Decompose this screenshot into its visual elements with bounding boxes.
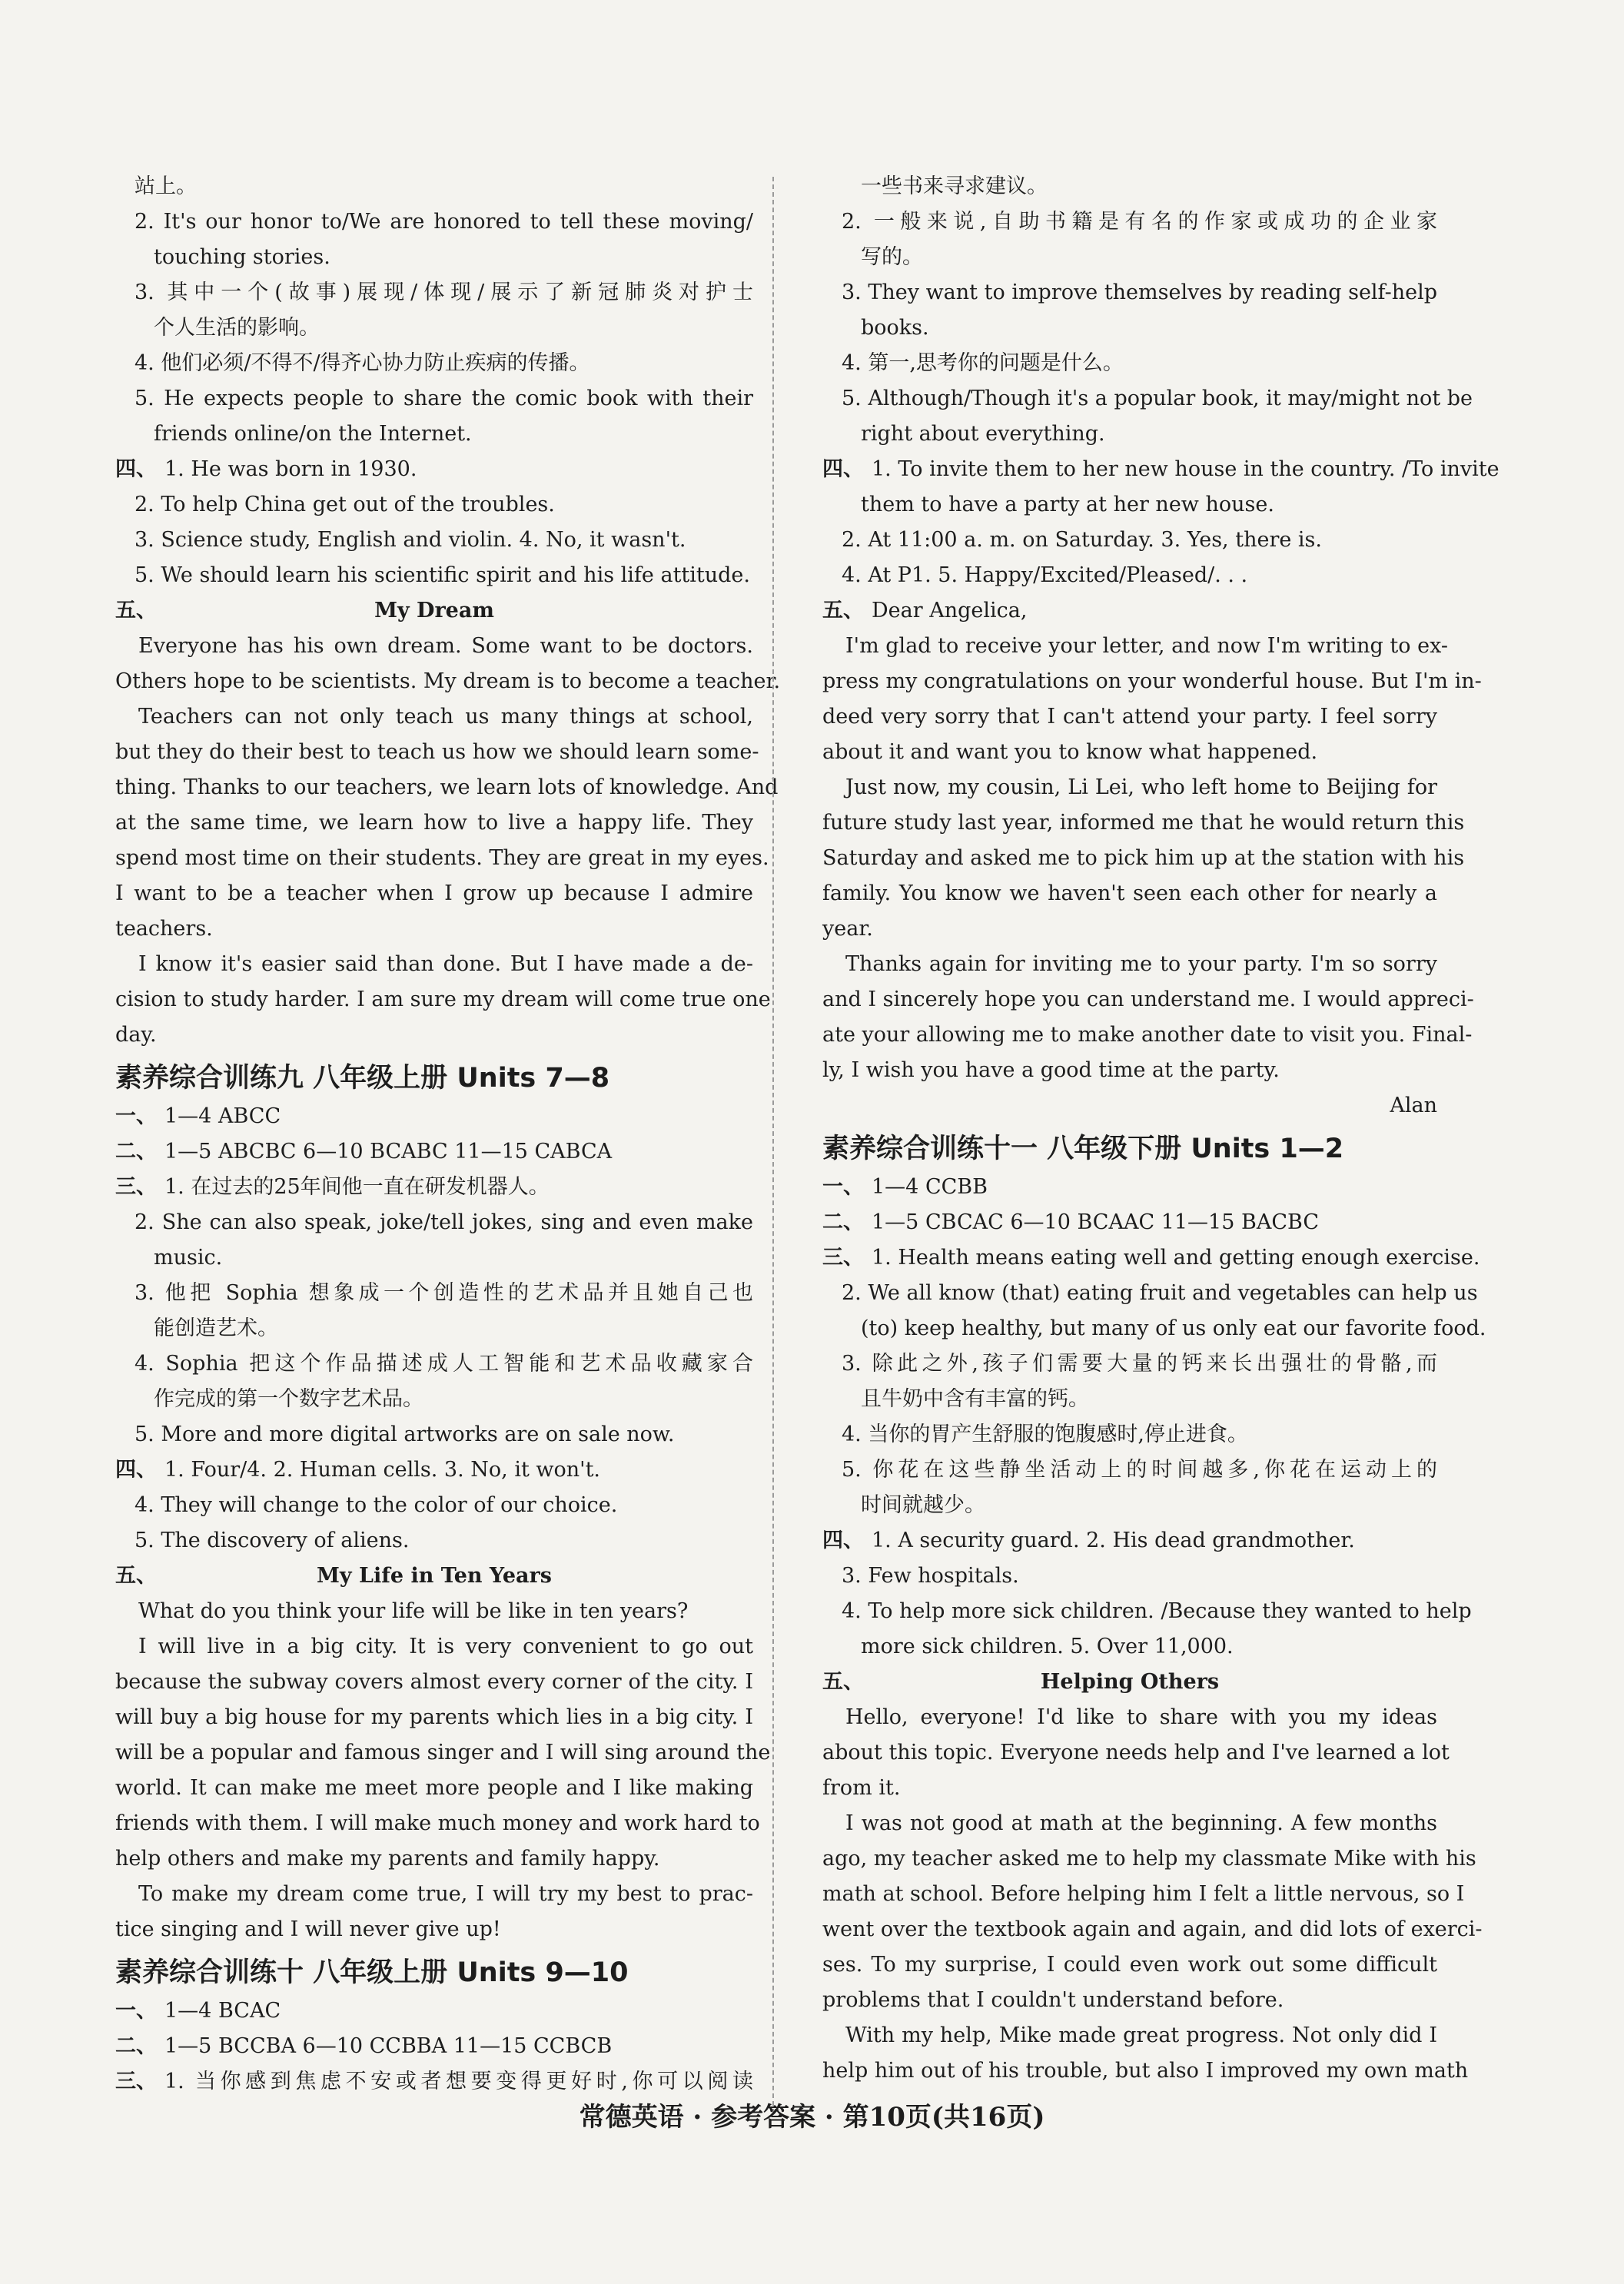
letter-signature: Alan bbox=[1390, 1094, 1437, 1117]
question-section-marker: 五、 bbox=[115, 1564, 157, 1588]
answer-text: 1. A security guard. 2. His dead grandmother. bbox=[872, 1529, 1355, 1552]
answer-line bbox=[822, 1205, 1437, 1240]
answer-text: 2. 一般来说,自助书籍是有名的作家或成功的企业家 bbox=[842, 210, 1437, 234]
answer-text: ses. To my surprise, I could even work out some difficult bbox=[822, 1953, 1437, 1977]
answer-line bbox=[115, 1170, 753, 1205]
answer-line bbox=[822, 346, 1437, 381]
essay-title: My Dream bbox=[374, 599, 494, 622]
answer-text: math at school. Before helping him I felt a little nervous, so I bbox=[822, 1882, 1465, 1906]
answer-text: day. bbox=[115, 1023, 157, 1047]
question-section-marker: 二、 bbox=[115, 1140, 157, 1164]
answer-line bbox=[115, 1134, 753, 1170]
answer-line bbox=[822, 558, 1437, 593]
question-section-marker: 三、 bbox=[822, 1246, 864, 1270]
answer-text: 4. 他们必须/不得不/得齐心协力防止疾病的传播。 bbox=[135, 351, 590, 375]
question-section-marker: 五、 bbox=[822, 1670, 864, 1694]
question-section-marker: 一、 bbox=[822, 1175, 864, 1199]
answer-line bbox=[115, 204, 753, 240]
answer-text: ate your allowing me to make another date to visit you. Final- bbox=[822, 1023, 1473, 1047]
answer-text: 1—4 BCAC bbox=[164, 1999, 281, 2023]
answer-text: Everyone has his own dream. Some want to be doctors. bbox=[138, 634, 753, 658]
answer-line bbox=[115, 805, 753, 841]
answer-text: 5. The discovery of aliens. bbox=[135, 1529, 410, 1552]
answer-line bbox=[115, 275, 753, 310]
answer-line bbox=[822, 2018, 1437, 2053]
answer-text: 4. 当你的胃产生舒服的饱腹感时,停止进食。 bbox=[842, 1423, 1248, 1446]
answer-text: tice singing and I will never give up! bbox=[115, 1917, 501, 1941]
page-footer: 常德英语 · 参考答案 · 第10页(共16页) bbox=[579, 2102, 1045, 2133]
answer-line bbox=[822, 381, 1473, 417]
answer-text: I know it's easier said than done. But I have made a de- bbox=[138, 952, 753, 976]
question-section-marker: 二、 bbox=[822, 1210, 864, 1234]
answer-text: Teachers can not only teach us many things at school, bbox=[138, 705, 753, 729]
answer-text: 能创造艺术。 bbox=[154, 1316, 278, 1340]
answer-text: problems that I couldn't understand before. bbox=[822, 1988, 1284, 2012]
answer-text: 1—4 CCBB bbox=[872, 1175, 988, 1199]
answer-text: cision to study harder. I am sure my dream will come true one bbox=[115, 988, 771, 1011]
answer-line bbox=[115, 310, 753, 346]
answer-text: 3. Few hospitals. bbox=[842, 1564, 1019, 1588]
answer-line bbox=[115, 664, 781, 699]
essay-title-line bbox=[115, 593, 753, 629]
answer-text: What do you think your life will be like in ten years? bbox=[138, 1599, 689, 1623]
answer-line bbox=[115, 911, 753, 947]
answer-text: because the subway covers almost every corner of the city. I bbox=[115, 1670, 753, 1694]
answer-text: year. bbox=[822, 917, 873, 941]
answer-line bbox=[822, 735, 1437, 770]
section-heading bbox=[822, 1124, 1437, 1170]
answer-text: press my congratulations on your wonderful house. But I'm in- bbox=[822, 669, 1482, 693]
answer-line bbox=[115, 1700, 753, 1735]
answer-text: I'm glad to receive your letter, and now I'm writing to ex- bbox=[845, 634, 1448, 658]
answer-line bbox=[822, 629, 1448, 664]
answer-line bbox=[822, 1735, 1450, 1771]
answer-text: 写的。 bbox=[861, 245, 923, 269]
answer-text: 5. Although/Though it's a popular book, it may/might not be bbox=[842, 387, 1473, 410]
answer-text: Just now, my cousin, Li Lei, who left home to Beijing for bbox=[845, 775, 1437, 799]
answer-text: Saturday and asked me to pick him up at the station with his bbox=[822, 846, 1465, 870]
answer-text: Dear Angelica, bbox=[872, 599, 1028, 622]
answer-line bbox=[115, 629, 753, 664]
question-section-marker: 二、 bbox=[115, 2034, 157, 2058]
question-section-marker: 四、 bbox=[822, 457, 864, 481]
answer-text: 4. They will change to the color of our choice. bbox=[135, 1493, 618, 1517]
answer-text: more sick children. 5. Over 11,000. bbox=[861, 1635, 1234, 1658]
question-section-marker: 四、 bbox=[822, 1529, 864, 1552]
essay-title: My Life in Ten Years bbox=[317, 1564, 552, 1588]
answer-line bbox=[822, 1700, 1437, 1735]
answer-text: spend most time on their students. They are great in my eyes. bbox=[115, 846, 769, 870]
section-heading-text: 素养综合训练九 八年级上册 Units 7—8 bbox=[115, 1063, 610, 1094]
answer-line bbox=[115, 1205, 753, 1240]
answer-line bbox=[115, 558, 753, 593]
answer-text: music. bbox=[154, 1246, 223, 1270]
answer-line bbox=[115, 1665, 753, 1700]
left-column bbox=[115, 169, 781, 2100]
answer-text: 1. Four/4. 2. Human cells. 3. No, it won't. bbox=[164, 1458, 600, 1482]
section-heading bbox=[115, 1947, 753, 1994]
answer-line bbox=[822, 1053, 1437, 1088]
answer-line bbox=[822, 169, 1437, 204]
answer-line bbox=[822, 2053, 1469, 2089]
question-section-marker: 三、 bbox=[115, 2070, 157, 2093]
answer-line bbox=[822, 1311, 1486, 1346]
answer-line bbox=[115, 1523, 753, 1559]
answer-line bbox=[115, 1912, 753, 1947]
answer-line bbox=[115, 1382, 753, 1417]
answer-text: went over the textbook again and again, and did lots of exerci- bbox=[822, 1917, 1483, 1941]
answer-text: about it and want you to know what happened. bbox=[822, 740, 1318, 764]
answer-text: 1—5 ABCBC 6—10 BCABC 11—15 CABCA bbox=[164, 1140, 613, 1164]
answer-line bbox=[822, 1594, 1472, 1629]
answer-line bbox=[115, 1240, 753, 1276]
answer-line bbox=[115, 982, 771, 1018]
answer-text: help him out of his trouble, but also I improved my own math bbox=[822, 2059, 1469, 2083]
answer-line bbox=[822, 876, 1437, 911]
answer-line bbox=[822, 770, 1437, 805]
answer-line bbox=[822, 204, 1437, 240]
answer-text: about this topic. Everyone needs help and I've learned a lot bbox=[822, 1741, 1450, 1764]
answer-line bbox=[115, 381, 753, 417]
answer-text: touching stories. bbox=[154, 245, 330, 269]
answer-text: 一些书来寻求建议。 bbox=[861, 174, 1048, 198]
answer-text: 站上。 bbox=[135, 174, 197, 198]
answer-line bbox=[822, 593, 1437, 629]
section-heading-text: 素养综合训练十一 八年级下册 Units 1—2 bbox=[822, 1134, 1344, 1164]
answer-text: friends with them. I will make much money and work hard to bbox=[115, 1811, 760, 1835]
answer-text: right about everything. bbox=[861, 422, 1105, 446]
answer-line bbox=[822, 664, 1482, 699]
question-section-marker: 四、 bbox=[115, 457, 157, 481]
answer-line bbox=[822, 911, 1437, 947]
answer-line bbox=[822, 1841, 1476, 1877]
answer-text: teachers. bbox=[115, 917, 213, 941]
answer-text: 4. To help more sick children. /Because they wanted to help bbox=[842, 1599, 1472, 1623]
answer-line bbox=[115, 1594, 753, 1629]
answer-text: 3. 其中一个(故事)展现/体现/展示了新冠肺炎对护士 bbox=[135, 281, 753, 304]
answer-line bbox=[822, 1912, 1483, 1947]
column-divider bbox=[772, 177, 774, 2113]
answer-text: 5. We should learn his scientific spirit and his life attitude. bbox=[135, 563, 750, 587]
answer-text: To make my dream come true, I will try my best to prac- bbox=[138, 1882, 753, 1906]
answer-line bbox=[115, 523, 753, 558]
answer-text: 4. Sophia 把这个作品描述成人工智能和艺术品收藏家合 bbox=[135, 1352, 753, 1376]
answer-text: 3. They want to improve themselves by reading self-help bbox=[842, 281, 1437, 304]
answer-text: and I sincerely hope you can understand me. I would appreci- bbox=[822, 988, 1474, 1011]
answer-line bbox=[115, 1877, 753, 1912]
answer-line bbox=[822, 1488, 1437, 1523]
essay-title: Helping Others bbox=[1040, 1670, 1220, 1694]
answer-line bbox=[115, 2029, 753, 2064]
answer-text: 4. 第一,思考你的问题是什么。 bbox=[842, 351, 1124, 375]
answer-line bbox=[822, 310, 1437, 346]
right-column bbox=[822, 169, 1499, 2089]
answer-text: 2. She can also speak, joke/tell jokes, sing and even make bbox=[135, 1210, 753, 1234]
answer-text: from it. bbox=[822, 1776, 901, 1800]
answer-line bbox=[822, 982, 1474, 1018]
answer-line bbox=[115, 1311, 753, 1346]
answer-text: friends online/on the Internet. bbox=[154, 422, 472, 446]
answer-text: thing. Thanks to our teachers, we learn lots of knowledge. And bbox=[115, 775, 779, 799]
answer-line bbox=[822, 1771, 1437, 1806]
answer-text: With my help, Mike made great progress. Not only did I bbox=[845, 2023, 1437, 2047]
answer-text: I was not good at math at the beginning. A few months bbox=[845, 1811, 1437, 1835]
answer-text: 5. More and more digital artworks are on sale now. bbox=[135, 1423, 675, 1446]
answer-line bbox=[822, 1170, 1437, 1205]
answer-text: 1—5 BCCBA 6—10 CCBBA 11—15 CCBCB bbox=[164, 2034, 613, 2058]
answer-text: 4. At P1. 5. Happy/Excited/Pleased/. . . bbox=[842, 563, 1248, 587]
answer-text: 5. 你花在这些静坐活动上的时间越多,你花在运动上的 bbox=[842, 1458, 1437, 1482]
answer-text: 个人生活的影响。 bbox=[154, 316, 320, 340]
answer-line bbox=[115, 1735, 771, 1771]
answer-line bbox=[115, 346, 753, 381]
question-section-marker: 一、 bbox=[115, 1104, 157, 1128]
answer-line bbox=[822, 275, 1437, 310]
answer-text: books. bbox=[861, 316, 929, 340]
answer-text: 2. At 11:00 a. m. on Saturday. 3. Yes, there is. bbox=[842, 528, 1322, 552]
answer-line bbox=[822, 1559, 1437, 1594]
essay-title-line bbox=[115, 1559, 753, 1594]
answer-line bbox=[822, 1417, 1437, 1452]
answer-text: at the same time, we learn how to live a happy life. They bbox=[115, 811, 753, 835]
answer-line bbox=[822, 947, 1437, 982]
question-section-marker: 四、 bbox=[115, 1458, 157, 1482]
answer-line bbox=[822, 1382, 1437, 1417]
answer-line bbox=[115, 169, 753, 204]
answer-text: Hello, everyone! I'd like to share with you my ideas bbox=[845, 1705, 1437, 1729]
answer-text: I want to be a teacher when I grow up because I admire bbox=[115, 881, 753, 905]
answer-text: but they do their best to teach us how we should learn some- bbox=[115, 740, 759, 764]
question-section-marker: 三、 bbox=[115, 1175, 157, 1199]
answer-line bbox=[115, 1629, 753, 1665]
answer-line bbox=[115, 1276, 753, 1311]
answer-text: 3. Science study, English and violin. 4. No, it wasn't. bbox=[135, 528, 686, 552]
answer-text: I will live in a big city. It is very convenient to go out bbox=[138, 1635, 753, 1658]
answer-line bbox=[115, 417, 753, 452]
answer-text: 5. He expects people to share the comic book with their bbox=[135, 387, 753, 410]
answer-text: 1. 当你感到焦虑不安或者想要变得更好时,你可以阅读 bbox=[164, 2070, 753, 2093]
question-section-marker: 五、 bbox=[822, 599, 864, 622]
answer-line bbox=[115, 240, 753, 275]
answer-line bbox=[115, 1771, 753, 1806]
answer-text: will buy a big house for my parents which lies in a big city. I bbox=[115, 1705, 753, 1729]
answer-line bbox=[822, 1877, 1465, 1912]
answer-line bbox=[822, 1983, 1437, 2018]
answer-text: ly, I wish you have a good time at the party. bbox=[822, 1058, 1280, 1082]
answer-text: 1. Health means eating well and getting enough exercise. bbox=[872, 1246, 1480, 1270]
answer-text: family. You know we haven't seen each other for nearly a bbox=[822, 881, 1437, 905]
answer-line bbox=[115, 2064, 753, 2100]
answer-text: Others hope to be scientists. My dream is to become a teacher. bbox=[115, 669, 781, 693]
answer-line bbox=[115, 735, 759, 770]
question-section-marker: 一、 bbox=[115, 1999, 157, 2023]
answer-line bbox=[115, 1417, 753, 1452]
answer-line bbox=[115, 1452, 753, 1488]
section-heading bbox=[115, 1053, 753, 1099]
answer-text: deed very sorry that I can't attend your party. I feel sorry bbox=[822, 705, 1437, 729]
answer-line bbox=[822, 841, 1465, 876]
answer-text: Thanks again for inviting me to your party. I'm so sorry bbox=[845, 952, 1437, 976]
answer-text: (to) keep healthy, but many of us only eat our favorite food. bbox=[861, 1316, 1486, 1340]
answer-line bbox=[822, 1018, 1473, 1053]
answer-line bbox=[822, 1523, 1437, 1559]
answer-line bbox=[822, 699, 1437, 735]
answer-text: 2. We all know (that) eating fruit and vegetables can help us bbox=[842, 1281, 1478, 1305]
answer-text: 1. To invite them to her new house in the country. /To invite bbox=[872, 457, 1499, 481]
essay-title-line bbox=[822, 1665, 1437, 1700]
answer-line bbox=[822, 1240, 1480, 1276]
answer-line bbox=[822, 1276, 1478, 1311]
answer-text: 1. He was born in 1930. bbox=[164, 457, 417, 481]
answer-text: future study last year, informed me that he would return this bbox=[822, 811, 1465, 835]
answer-line bbox=[822, 1629, 1437, 1665]
answer-line bbox=[822, 417, 1437, 452]
answer-line bbox=[115, 1018, 753, 1053]
answer-line bbox=[115, 452, 753, 487]
answer-line bbox=[115, 1488, 753, 1523]
answer-line bbox=[115, 699, 753, 735]
answer-line bbox=[115, 487, 753, 523]
answer-text: 3. 除此之外,孩子们需要大量的钙来长出强壮的骨骼,而 bbox=[842, 1352, 1437, 1376]
answer-text: 2. It's our honor to/We are honored to tell these moving/ bbox=[135, 210, 753, 234]
answer-line bbox=[115, 947, 753, 982]
answer-text: 且牛奶中含有丰富的钙。 bbox=[861, 1387, 1089, 1411]
answer-line bbox=[115, 1099, 753, 1134]
answer-text: 1—4 ABCC bbox=[164, 1104, 281, 1128]
answer-text: them to have a party at her new house. bbox=[861, 493, 1274, 516]
question-section-marker: 五、 bbox=[115, 599, 157, 622]
answer-line bbox=[822, 452, 1499, 487]
answer-line bbox=[822, 1088, 1437, 1124]
answer-line bbox=[115, 841, 769, 876]
answer-text: 3. 他把 Sophia 想象成一个创造性的艺术品并且她自己也 bbox=[135, 1281, 753, 1305]
answer-text: 1. 在过去的25年间他一直在研发机器人。 bbox=[164, 1175, 550, 1199]
answer-line bbox=[822, 805, 1465, 841]
section-heading-text: 素养综合训练十 八年级上册 Units 9—10 bbox=[115, 1957, 629, 1988]
answer-line bbox=[822, 1452, 1437, 1488]
answer-text: 时间就越少。 bbox=[861, 1493, 985, 1517]
answer-line bbox=[115, 876, 753, 911]
answer-text: 2. To help China get out of the troubles. bbox=[135, 493, 555, 516]
answer-text: will be a popular and famous singer and I will sing around the bbox=[115, 1741, 771, 1764]
answer-line bbox=[115, 1346, 753, 1382]
answer-line bbox=[822, 240, 1437, 275]
answer-text: help others and make my parents and family happy. bbox=[115, 1847, 660, 1871]
answer-line bbox=[115, 1841, 753, 1877]
answer-line bbox=[822, 1346, 1437, 1382]
answer-line bbox=[822, 487, 1437, 523]
answer-line bbox=[822, 1806, 1437, 1841]
answer-line bbox=[115, 1806, 760, 1841]
answer-line bbox=[822, 523, 1437, 558]
answer-line bbox=[115, 770, 779, 805]
answer-line bbox=[115, 1994, 753, 2029]
answer-line bbox=[822, 1947, 1437, 1983]
answer-text: ago, my teacher asked me to help my classmate Mike with his bbox=[822, 1847, 1476, 1871]
answer-text: 1—5 CBCAC 6—10 BCAAC 11—15 BACBC bbox=[872, 1210, 1319, 1234]
answer-text: 作完成的第一个数字艺术品。 bbox=[154, 1387, 423, 1411]
answer-text: world. It can make me meet more people and I like making bbox=[115, 1776, 753, 1800]
